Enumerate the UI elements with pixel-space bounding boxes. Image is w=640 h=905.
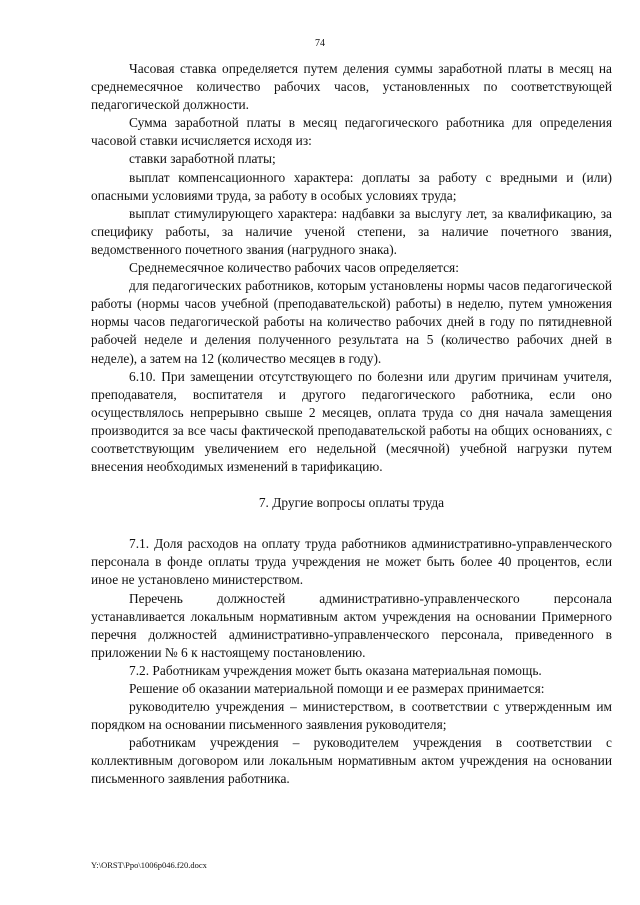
- paragraph-6-10: 6.10. При замещении отсутствующего по болезни или другим причинам учителя, преподавателя, воспитателя и другого педагогического работника, если оно осуществлялось непрерывно свыше 2 месяцев, оплата труда со дня начала замещения производится за все часы фактической преподавательской работы на общих основаниях, с соответствующим увеличением его недельной (месячной) учебной нагрузки путем внесения необходимых изменений в тарификацию.: [91, 368, 612, 475]
- paragraph-7-1: 7.1. Доля расходов на оплату труда работников административно-управленческого персонала в фонде оплаты труда учреждения не может быть более 40 процентов, если иное не установлено министерством.: [91, 536, 612, 588]
- paragraph-teaching-hours: для педагогических работников, которым установлены нормы часов педагогической работы (нормы часов учебной (преподавательской) работы) в неделю, путем умножения нормы часов педагогической работы на количество рабочих дней в году по пятидневной рабочей неделе и деления полученного результата на 5 (количество рабочих дней в неделе), а затем на 12 (количество месяцев в году).: [91, 278, 612, 366]
- section-heading: 7. Другие вопросы оплаты труда: [258, 495, 445, 511]
- paragraph-hourly-rate: Часовая ставка определяется путем деления суммы заработной платы в месяц на среднемесячное количество рабочих часов, установленных по соответствующей педагогической должности.: [91, 61, 612, 113]
- paragraph-positions-list: Перечень должностей административно-управленческого персонала устанавливается локальным нормативным актом учреждения на основании Примерного перечня должностей административно-управленческого персонала, приведенного в приложении № 6 к настоящему постановлению.: [91, 590, 612, 660]
- paragraph-7-2: 7.2. Работникам учреждения может быть оказана материальная помощь.: [129, 662, 542, 678]
- paragraph-assistance-decision: Решение об оказании материальной помощи и ее размерах принимается:: [129, 681, 545, 696]
- paragraph-salary-rate: ставки заработной платы;: [129, 151, 276, 167]
- paragraph-incentive-payments: выплат стимулирующего характера: надбавки за выслугу лет, за квалификацию, за специфику работы, за наличие ученой степени, за наличие почетного звания, ведомственного почетного звания (нагрудного знака).: [91, 205, 612, 257]
- paragraph-employee-assistance: работникам учреждения – руководителем учреждения в соответствии с коллективным договором или локальным нормативным актом учреждения на основании письменного заявления работника.: [91, 735, 612, 787]
- paragraph-salary-sum: Сумма заработной платы в месяц педагогического работника для определения часовой ставки исчисляется исходя из:: [91, 115, 612, 149]
- footer-file-path: Y:\ORST\Ppo\1006p046.f20.docx: [91, 860, 207, 870]
- paragraph-head-assistance: руководителю учреждения – министерством, в соответствии с утвержденным им порядком на основании письменного заявления руководителя;: [91, 699, 612, 733]
- document-body: [91, 60, 612, 789]
- page-number: 74: [315, 38, 325, 49]
- paragraph-average-hours: Среднемесячное количество рабочих часов определяется:: [129, 260, 459, 276]
- paragraph-compensation-payments: выплат компенсационного характера: доплаты за работу с вредными и (или) опасными условиями труда, за работу в особых условиях труда;: [91, 169, 612, 203]
